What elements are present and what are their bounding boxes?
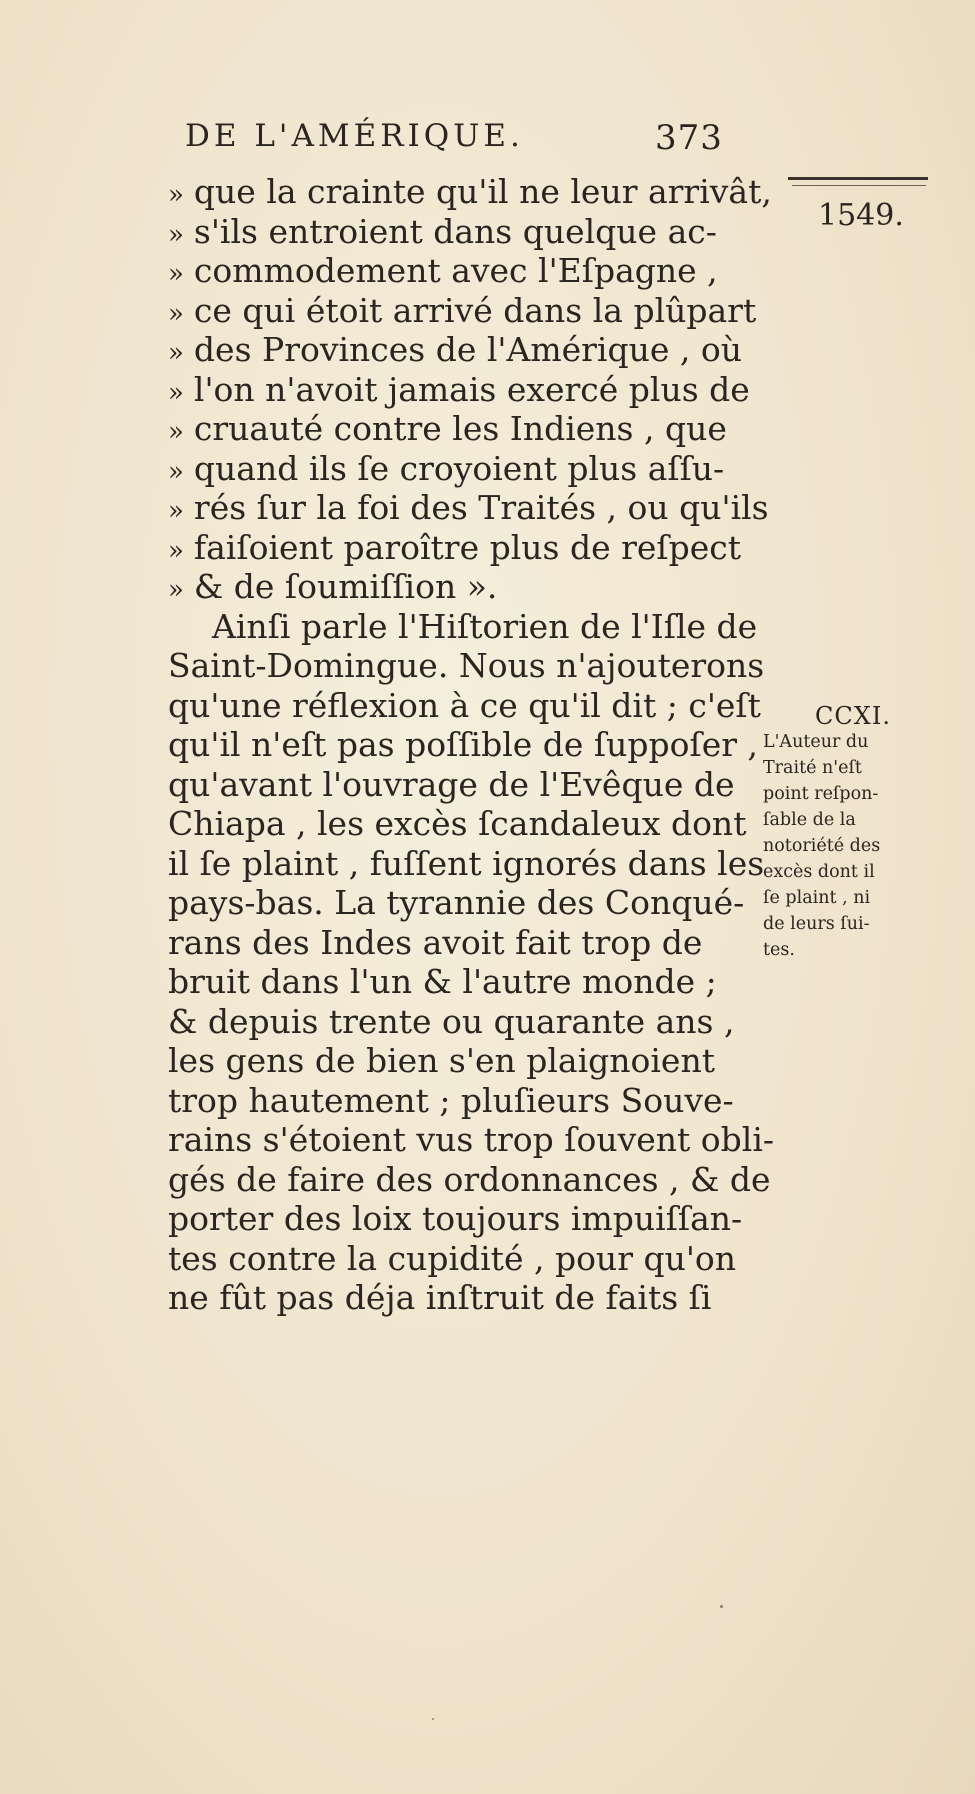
text-line: il ſe plaint , fuſſent ignorés dans les [168, 843, 765, 883]
text-line: » & de ſoumiſſion ». [168, 567, 753, 607]
text-line: trop hautement ; pluſieurs Souve- [168, 1080, 734, 1120]
margin-note-line: Traité n'eſt [763, 758, 862, 778]
text-line: » quand ils ſe croyoient plus aſſu- [168, 449, 753, 489]
text-line: » commodement avec l'Eſpagne , [168, 251, 753, 291]
text-line: qu'il n'eſt pas poſſible de ſuppoſer , [168, 725, 758, 764]
margin-note-number: CCXI. [815, 702, 891, 730]
text-line: rans des Indes avoit fait trop de [168, 922, 703, 962]
text-line: Saint-Domingue. Nous n'ajouterons [168, 646, 765, 685]
text-line: » que la crainte qu'il ne leur arrivât, [168, 172, 753, 212]
text-line: » s'ils entroient dans quelque ac- [168, 212, 753, 252]
margin-note-line: point reſpon- [763, 784, 879, 804]
text-line: » ce qui étoit arrivé dans la plûpart [168, 291, 753, 331]
margin-note-lines [763, 729, 943, 963]
text-line: porter des loix toujours impuiſſan- [168, 1199, 743, 1238]
text-line: gés de faire des ordonnances , & de [168, 1159, 771, 1199]
text-line: pays-bas. La tyrannie des Conqué- [168, 883, 745, 922]
text-line: qu'une réflexion à ce qu'il dit ; c'eſt [168, 685, 761, 725]
margin-rule [788, 177, 928, 180]
text-line: Ainſi parle l'Hiſtorien de l'Iſle de [212, 606, 758, 646]
margin-note [763, 703, 943, 963]
text-line: » des Provinces de l'Amérique , où [168, 330, 753, 370]
text-line: ne fût pas déja inſtruit de faits ſi [168, 1278, 712, 1317]
margin-note-line: L'Auteur du [763, 732, 869, 752]
text-line: » faiſoient paroître plus de reſpect [168, 528, 753, 568]
margin-note-line: ſable de la [763, 810, 856, 830]
page-number: 373 [655, 118, 723, 158]
margin-note-line: notoriété des [763, 836, 881, 856]
paper-speck [432, 1718, 434, 1720]
body-text [168, 172, 775, 1318]
margin-rule-thin [792, 185, 926, 186]
text-line: bruit dans l'un & l'autre monde ; [168, 962, 717, 1001]
margin-note-line: tes. [763, 940, 795, 960]
text-line: & depuis trente ou quarante ans , [168, 1001, 735, 1041]
text-line: rains s'étoient vus trop ſouvent obli- [168, 1120, 775, 1159]
marginal-year: 1549. [818, 198, 904, 233]
paper-speck [720, 1605, 723, 1608]
text-line: qu'avant l'ouvrage de l'Evêque de [168, 764, 735, 804]
text-line: » l'on n'avoit jamais exercé plus de [168, 370, 753, 410]
text-line: tes contre la cupidité , pour qu'on [168, 1238, 737, 1278]
margin-note-line: ſe plaint , ni [763, 888, 871, 908]
text-line: les gens de bien s'en plaignoient [168, 1041, 715, 1080]
margin-note-line: excès dont il [763, 862, 875, 882]
text-line: » cruauté contre les Indiens , que [168, 409, 753, 449]
text-line: » rés ſur la foi des Traités , ou qu'ils [168, 488, 753, 528]
margin-note-line: de leurs ſui- [763, 914, 870, 934]
running-head: DE L'AMÉRIQUE. [185, 118, 524, 154]
text-line: Chiapa , les excès ſcandaleux dont [168, 804, 747, 843]
